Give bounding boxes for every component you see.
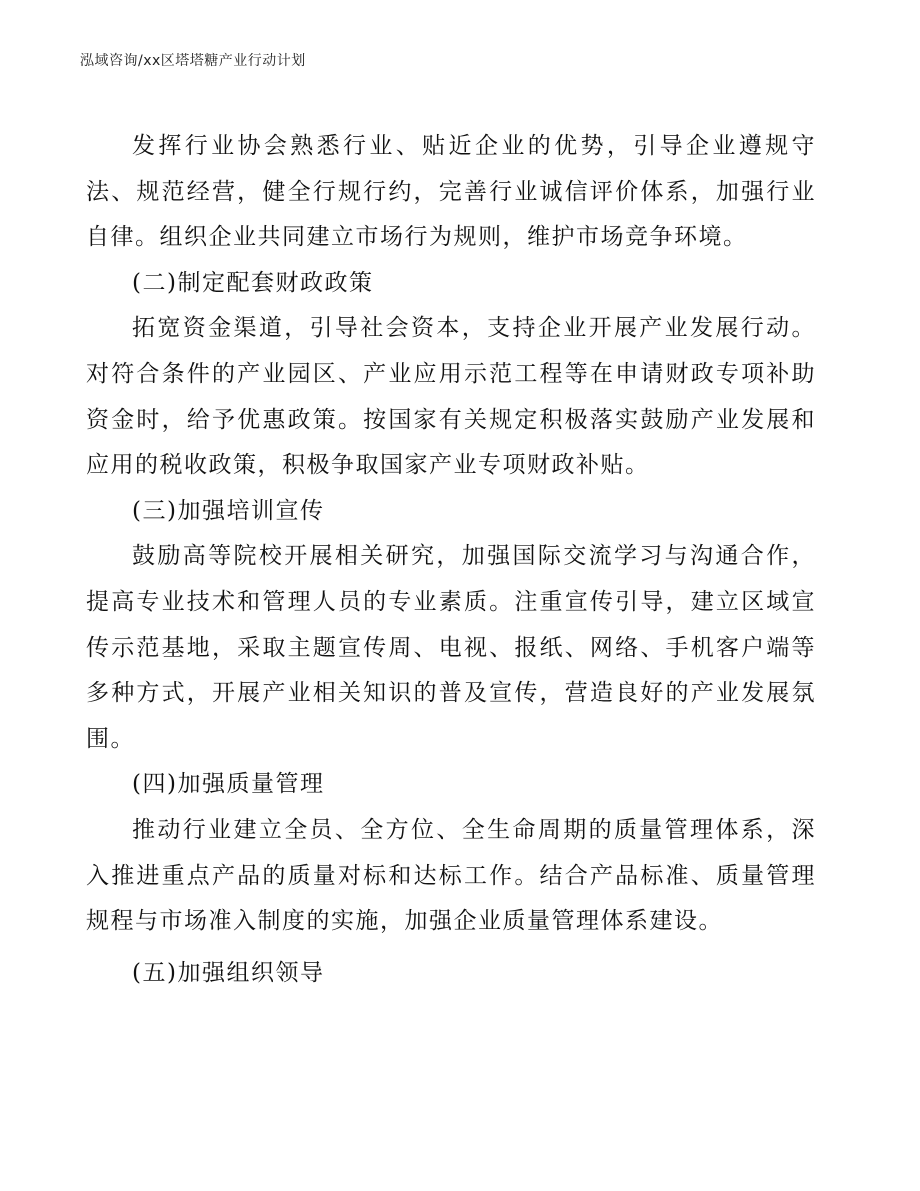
section-heading-quality-management: (四)加强质量管理 [132,771,325,798]
section-heading-organization-leadership: (五)加强组织领导 [132,959,325,986]
document-body [86,124,816,996]
paragraph-quality-management: 推动行业建立全员、全方位、全生命周期的质量管理体系，深入推进重点产品的质量对标和达标工作。结合产品标准、质量管理规程与市场准入制度的实施，加强企业质量管理体系建设。 [86,816,816,935]
section-heading-fiscal-policy: (二)制定配套财政政策 [132,269,374,296]
paragraph-industry-association: 发挥行业协会熟悉行业、贴近企业的优势，引导企业遵规守法、规范经营，健全行规行约，完善行业诚信评价体系，加强行业自律。组织企业共同建立市场行为规则，维护市场竞争环境。 [86,133,816,251]
paragraph-fiscal-policy: 拓宽资金渠道，引导社会资本，支持企业开展产业发展行动。对符合条件的产业园区、产业应用示范工程等在申请财政专项补助资金时，给予优惠政策。按国家有关规定积极落实鼓励产业发展和应用的税收政策，积极争取国家产业专项财政补贴。 [86,315,816,479]
header-divider [80,76,840,77]
paragraph-training-publicity: 鼓励高等院校开展相关研究，加强国际交流学习与沟通合作，提高专业技术和管理人员的专业素质。注重宣传引导，建立区域宣传示范基地，采取主题宣传周、电视、报纸、网络、手机客户端等多种方式，开展产业相关知识的普及宣传，营造良好的产业发展氛围。 [86,543,816,752]
section-heading-training-publicity: (三)加强培训宣传 [132,497,325,524]
page-header: 泓域咨询/xx区塔塔糖产业行动计划 [80,53,306,69]
